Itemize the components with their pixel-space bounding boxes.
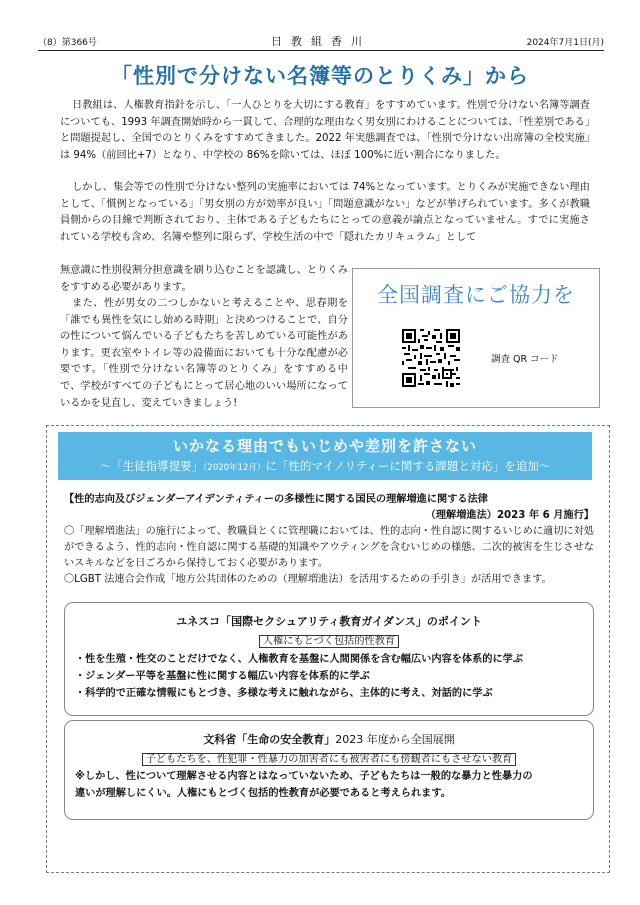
mext-tag-text: 子どもたちを、性犯罪・性暴力の加害者にも被害者にも傍観者にもさせない教育 bbox=[142, 753, 517, 766]
banner-subtitle bbox=[58, 458, 592, 474]
mext-note-line-2: 違いが理解しにくい。人権にもとづく包括的性教育が必要であると考えられます。 bbox=[75, 788, 451, 799]
list-item: ・ジェンダー平等を基盤に性に関する幅広い内容を体系的に学ぶ bbox=[75, 671, 370, 682]
mext-tag bbox=[65, 750, 593, 765]
mext-note bbox=[75, 768, 583, 802]
paragraph-1: 日教組は、人権教育指針を示し、「一人ひとりを大切にする教育」をすすめています。性別で分けない名簿等調査についても、1993 年調査開始時から一貫して、合理的な理由なく男女別にわけることについては、「性差別である」と問題提起し、全国でのとりくみをすすめてきました。2022 年実態調査では、「性別で分けない出席簿の全校実施」は 94%（前回比+7）となり、中学校の 86%を除いては、ほぼ 100%に近い割合になりました。 bbox=[60, 100, 590, 161]
law-title-date: （理解増進法）2023 年 6 月施行】 bbox=[425, 510, 594, 521]
qr-code-icon[interactable] bbox=[402, 329, 460, 387]
list-item: ・科学的で正確な情報にもとづき、多様な考えに触れながら、主体的に考え、対話的に学ぶ bbox=[75, 688, 493, 699]
survey-title: 全国調査にご協力を bbox=[377, 283, 575, 307]
unesco-title: ユネスコ「国際セクシュアリティ教育ガイダンス」のポイント bbox=[176, 615, 482, 628]
qr-caption: 調査 QR コード bbox=[491, 354, 559, 365]
issue-number: （8）第366号 bbox=[38, 38, 97, 48]
mext-title bbox=[65, 731, 593, 747]
law-text-2: 〇LGBT 法連合会作成「地方公共団体のための（理解増進法）を活用するための手引き」が活用できます。 bbox=[64, 574, 552, 585]
unesco-points bbox=[75, 651, 583, 702]
article-headline: 「性別で分けない名簿等のとりくみ」から bbox=[111, 64, 529, 88]
mext-title-main: 文科省「生命の安全教育」 bbox=[203, 733, 336, 746]
unesco-tag bbox=[65, 632, 593, 647]
list-item: ・性を生殖・性交のことだけでなく、人権教育を基盤に人間関係を含む幅広い内容を体系的に学ぶ bbox=[75, 654, 524, 665]
issue-date: 2024年7月1日(月) bbox=[526, 38, 604, 48]
paragraph-2: しかし、集会等での性別で分けない整列の実施率においては 74%となっています。とりくみが実施できない理由として、「慣例となっている」「男女別の方が効率が良い」「問題意識がない」などが挙げられています。多くが教職員側からの目線で判断されており、主体である子どもたちにとっての意義が論点となっていません。すでに実施されている学校も含め、名簿や整列に限らず、学校生活の中で「隠れたカリキュラム」として bbox=[60, 182, 590, 243]
banner bbox=[58, 432, 592, 480]
banner-title: いかなる理由でもいじめや差別を許さない bbox=[172, 437, 477, 455]
mext-title-note: 2023 年度から全国展開 bbox=[335, 733, 455, 746]
unesco-tag-text: 人権にもとづく包括的性教育 bbox=[259, 635, 399, 648]
mext-note-line-1: ※しかし、性について理解させる内容とはなっていないため、子どもたちは一般的な暴力と性暴力の bbox=[75, 771, 533, 782]
law-title: 【性的志向及びジェンダーアイデンティティーの多様性に関する国民の理解増進に関する法律 bbox=[64, 494, 488, 505]
banner-subtitle-start: ～「生徒指導提要」 bbox=[99, 459, 204, 473]
banner-subtitle-date: （2020年12月） bbox=[203, 463, 266, 473]
publication-name: 日教組香川 bbox=[271, 35, 371, 48]
mext-safety-education-box bbox=[64, 720, 594, 820]
paragraph-3: また、性が男女の二つしかないと考えることや、思春期を「誰でも異性を気にし始める時期」と決めつけることで、自分の性について悩んでいる子どもたちを苦しめている可能性があります。更衣室やトイレ等の設備面においても十分な配慮が必要です。「性別で分けない名簿等のとりくみ」をすすめる中で、学校がすべての子どもにとって居心地のいい場所になっているかを見直し、変えていきましょう! bbox=[60, 298, 348, 409]
header-divider bbox=[38, 50, 604, 51]
banner-subtitle-end: に「性的マイノリティーに関する課題と対応」を追加～ bbox=[265, 459, 551, 473]
survey-callout bbox=[352, 268, 600, 408]
law-text-1: 〇「理解増進法」の施行によって、教職員とくに管理職においては、性的志向・性自認に関するいじめに適切に対処ができるよう、性的志向・性自認に関する基礎的知識やアウティングを含むいじめの様態、二次的被害を生じさせないスキルなどを日ごろから保持しておく必要があります。 bbox=[64, 526, 594, 569]
unesco-guidance-box bbox=[64, 602, 594, 716]
law-section bbox=[64, 492, 594, 588]
page-header bbox=[38, 34, 604, 48]
paragraph-2-continued: 無意識に性別役割分担意識を刷り込むことを認識し、とりくみをすすめる必要があります。 bbox=[60, 265, 348, 293]
